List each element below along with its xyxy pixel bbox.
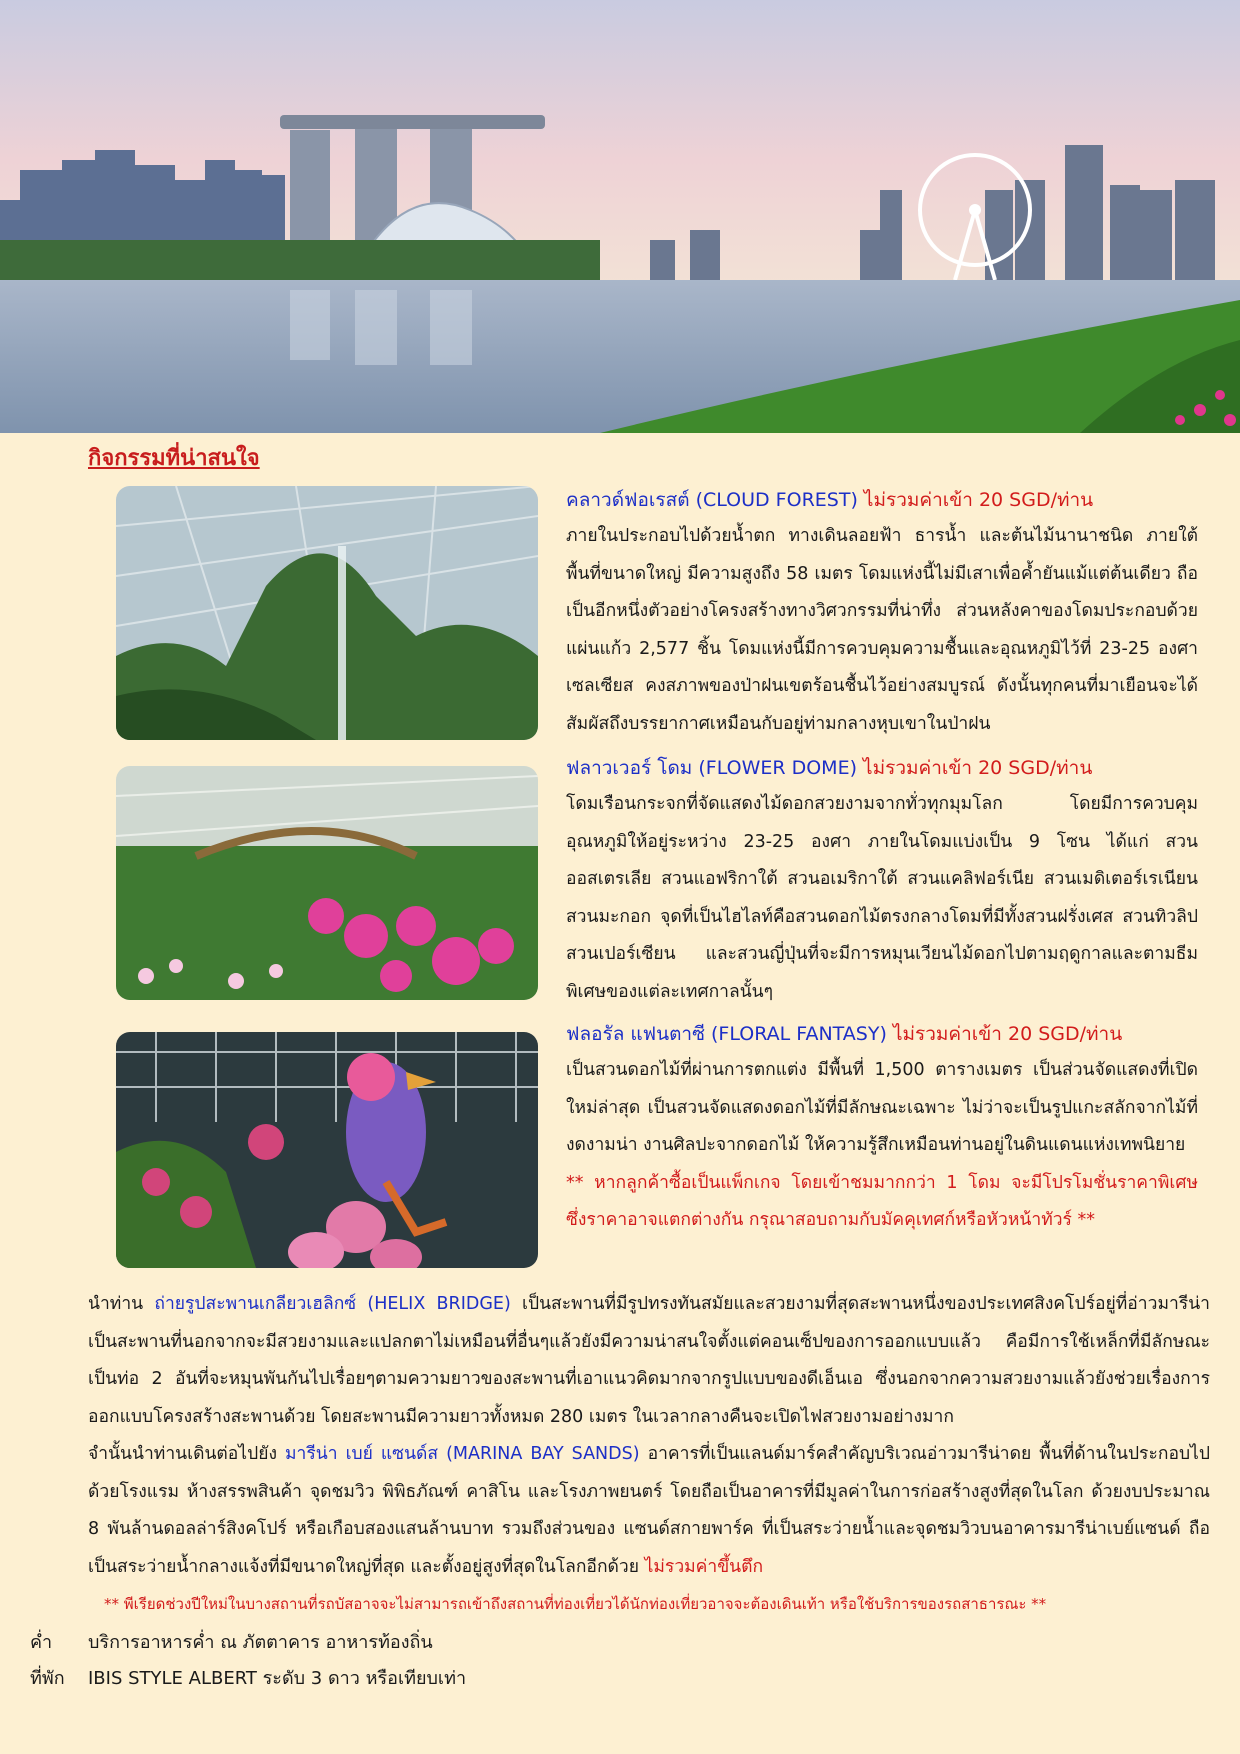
cloud-forest-title: คลาวด์ฟอเรสต์ (CLOUD FOREST) bbox=[566, 489, 858, 511]
cloud-forest-photo bbox=[116, 486, 538, 740]
floral-fantasy-fee: ไม่รวมค่าเข้า 20 SGD/ท่าน bbox=[892, 1023, 1123, 1045]
cloud-forest-block bbox=[566, 482, 1198, 743]
new-year-warning: ** พีเรียดช่วงปีใหม่ในบางสถานที่รถบัสอาจจะไม่สามารถเข้าถึงสถานที่ท่องเที่ยวได้นักท่องเที่ยวอาจจะต้องเดินเท้า หรือใช้บริการของรถสาธารณะ ** bbox=[104, 1595, 1047, 1613]
mbs-title: มารีน่า เบย์ แซนด์ส (MARINA BAY SANDS) bbox=[285, 1444, 640, 1464]
mbs-intro: จำนั้นนำท่านเดินต่อไปยัง bbox=[88, 1444, 278, 1464]
floral-fantasy-photo bbox=[116, 1032, 538, 1268]
flower-dome-title: ฟลาวเวอร์ โดม (FLOWER DOME) bbox=[566, 757, 857, 779]
dinner-value: บริการอาหารค่ำ ณ ภัตตาคาร อาหารท้องถิ่น bbox=[88, 1632, 433, 1653]
floral-fantasy-title: ฟลอรัล แฟนตาซี (FLORAL FANTASY) bbox=[566, 1023, 887, 1045]
hero-skyline-image bbox=[0, 0, 1240, 433]
flower-dome-fee: ไม่รวมค่าเข้า 20 SGD/ท่าน bbox=[863, 757, 1093, 779]
marina-bay-sands-paragraph bbox=[88, 1436, 1210, 1586]
dinner-label: ค่ำ bbox=[30, 1632, 53, 1653]
cloud-forest-description: ภายในประกอบไปด้วยน้ำตก ทางเดินลอยฟ้า ธารน้ำ และต้นไม้นานาชนิด ภายใต้พื้นที่ขนาดใหญ่ มีความสูงถึง 58 เมตร โดมแห่งนี้ไม่มีเสาเพื่อค้ำยันแม้แต่ต้นเดียว ถือเป็นอีกหนึ่งตัวอย่างโครงสร้างทางวิศวกรรมที่น่าทึ่ง ส่วนหลังคาของโดมประกอบด้วยแผ่นแก้ว 2,577 ชิ้น โดมแห่งนี้มีการควบคุมความชื้นและอุณหภูมิไว้ที่ 23-25 องศาเซลเซียส คงสภาพของป่าฝนเขตร้อนชื้นไว้อย่างสมบูรณ์ ดังนั้นทุกคนที่มาเยือนจะได้สัมผัสถึงบรรยากาศเหมือนกับอยู่ท่ามกลางหุบเขาในป่าฝน bbox=[566, 526, 1198, 734]
mbs-description: อาคารที่เป็นแลนด์มาร์คสำคัญบริเวณอ่าวมารีน่าดย พื้นที่ด้านในประกอบไปด้วยโรงแรม ห้างสรรพสินค้า จุดชมวิว พิพิธภัณฑ์ คาสิโน และโรงภาพยนตร์ โดยถือเป็นอาคารที่มีมูลค่าในการก่อสร้างสูงที่สุดในโลก ด้วยงบประมาณ 8 พันล้านดอลล่าร์สิงคโปร์ หรือเกือบสองแสนล้านบาท รวมถึงส่วนของ แซนด์สกายพาร์ค ที่เป็นสระว่ายน้ำและจุดชมวิวบนอาคารมารีน่าเบย์แซนด์ ถือเป็นสระว่ายน้ำกลางแจ้งที่มีขนาดใหญ่ที่สุด และตั้งอยู่สูงที่สุดในโลกอีกด้วย bbox=[88, 1444, 1210, 1577]
helix-description: เป็นสะพานที่มีรูปทรงทันสมัยและสวยงามที่สุดสะพานหนึ่งของประเทศสิงคโปร์อยู่ที่อ่าวมารีน่าเป็นสะพานที่นอกจากจะมีสวยงามและแปลกตาไม่เหมือนที่อื่นๆแล้วยังมีความน่าสนใจตั้งแต่คอนเซ็ปของการออกแบบแล้ว คือมีการใช้เหล็กที่มีลักษณะเป็นท่อ 2 อันที่จะหมุนพันกันไปเรื่อยๆตามความยาวของสะพานที่เอาแนวคิดมากจากรูปแบบของดีเอ็นเอ ซึ่งนอกจากความสวยงามแล้วยังช่วยเรื่องการออกแบบโครงสร้างสะพานด้วย โดยสะพานมีความยาวทั้งหมด 280 เมตร ในเวลากลางคืนจะเปิดไฟสวยงามอย่างมาก bbox=[88, 1294, 1210, 1427]
flower-dome-block bbox=[566, 750, 1198, 1011]
hotel-label: ที่พัก bbox=[30, 1668, 65, 1689]
helix-bridge-paragraph bbox=[88, 1286, 1210, 1436]
floral-fantasy-description: เป็นสวนดอกไม้ที่ผ่านการตกแต่ง มีพื้นที่ 1,500 ตารางเมตร เป็นส่วนจัดแสดงที่เปิดใหม่ล่าสุด เป็นสวนจัดแสดงดอกไม้ที่มีลักษณะเฉพาะ ไม่ว่าจะเป็นรูปแกะสลักจากไม้ที่งดงามน่า งานศิลปะจากดอกไม้ ให้ความรู้สึกเหมือนท่านอยู่ในดินแดนแห่งเทพนิยาย bbox=[566, 1060, 1198, 1155]
mbs-fee: ไม่รวมค่าขึ้นตึก bbox=[644, 1556, 764, 1577]
helix-title: ถ่ายรูปสะพานเกลียวเฮลิกซ์ (HELIX BRIDGE) bbox=[154, 1294, 511, 1314]
flower-dome-description: โดมเรือนกระจกที่จัดแสดงไม้ดอกสวยงามจากทั่วทุกมุมโลก โดยมีการควบคุมอุณหภูมิให้อยู่ระหว่าง 23-25 องศา ภายในโดมแบ่งเป็น 9 โซน ได้แก่ สวนออสเตรเลีย สวนแอฟริกาใต้ สวนอเมริกาใต้ สวนแคลิฟอร์เนีย สวนเมดิเตอร์เรเนียน สวนมะกอก จุดที่เป็นไฮไลท์คือสวนดอกไม้ตรงกลางโดมที่มีทั้งสวนฝรั่งเศส สวนทิวลิป สวนเปอร์เซียน และสวนญี่ปุ่นที่จะมีการหมุนเวียนไม้ดอกไปตามฤดูกาลและตามธีมพิเศษของแต่ละเทศกาลนั้นๆ bbox=[566, 794, 1198, 1002]
floral-fantasy-block bbox=[566, 1016, 1198, 1240]
section-title: กิจกรรมที่น่าสนใจ bbox=[88, 446, 260, 471]
flower-dome-photo bbox=[116, 766, 538, 1000]
helix-intro: นำท่าน bbox=[88, 1294, 144, 1314]
hotel-value: IBIS STYLE ALBERT ระดับ 3 ดาว หรือเทียบเท่า bbox=[88, 1668, 467, 1689]
dinner-row bbox=[30, 1628, 433, 1658]
hotel-row bbox=[30, 1664, 466, 1694]
cloud-forest-fee: ไม่รวมค่าเข้า 20 SGD/ท่าน bbox=[863, 489, 1094, 511]
package-note: ** หากลูกค้าซื้อเป็นแพ็กเกจ โดยเข้าชมมากกว่า 1 โดม จะมีโปรโมชั่นราคาพิเศษ ซึ่งราคาอาจแตกต่างกัน กรุณาสอบถามกับมัคคุเทศก์หรือหัวหน้าทัวร์ ** bbox=[566, 1172, 1198, 1230]
